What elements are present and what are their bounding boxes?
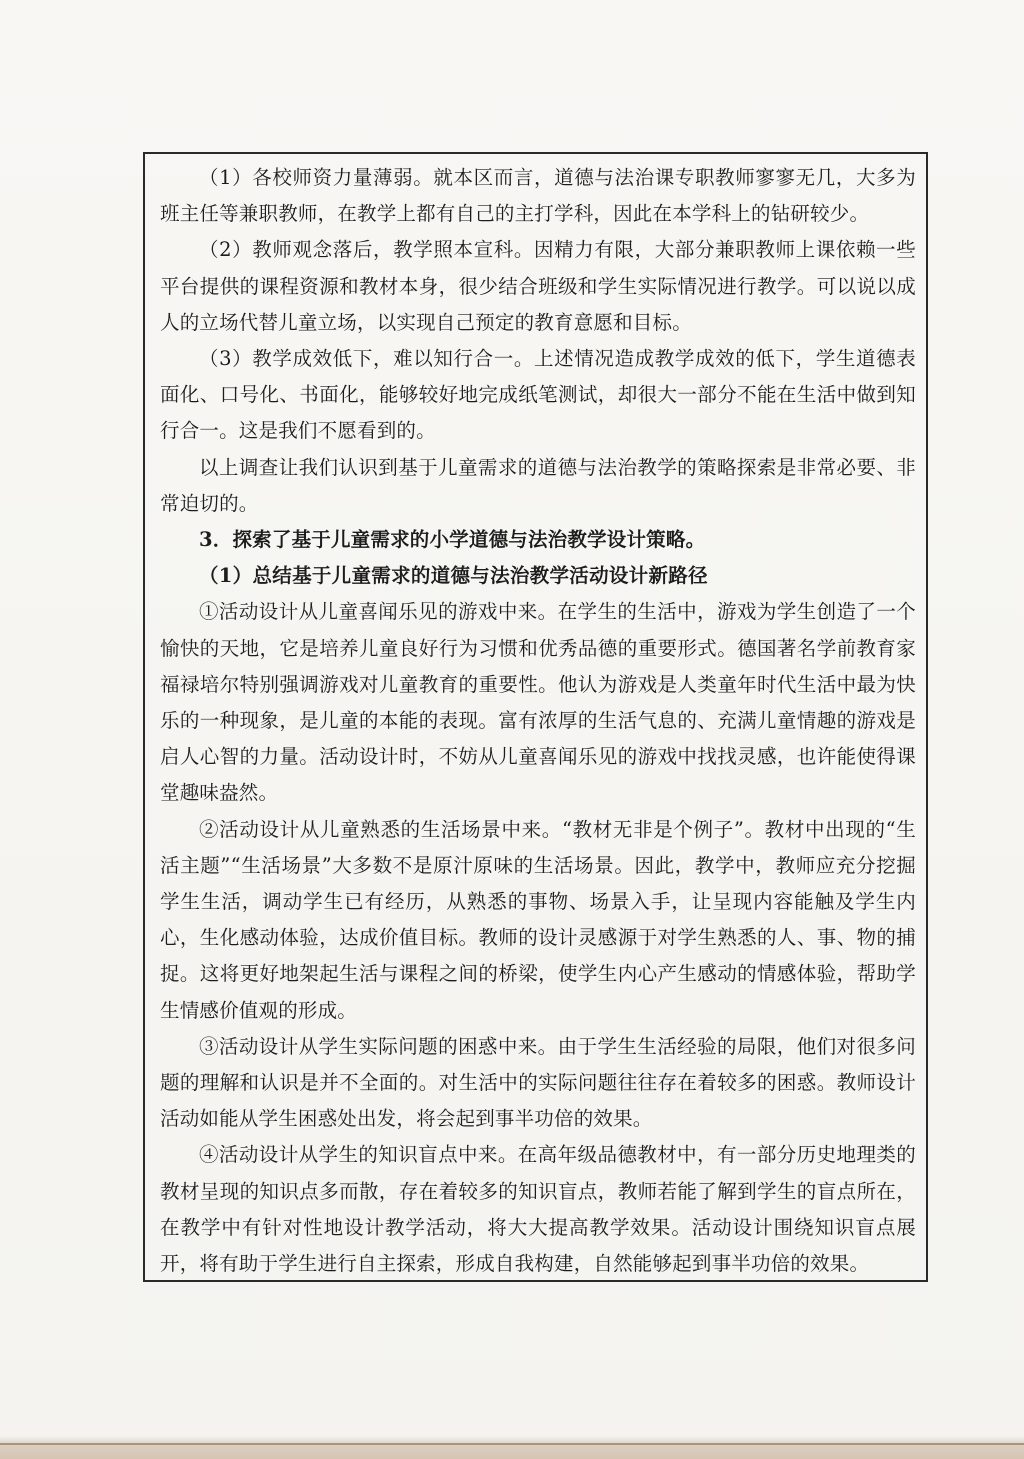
paragraph-teacher-strength: （1）各校师资力量薄弱。就本区而言，道德与法治课专职教师寥寥无几，大多为班主任等兼职教师，在教学上都有自己的主打学科，因此在本学科上的钻研较少。 — [160, 166, 916, 226]
subsection-heading-new-path: （1）总结基于儿童需求的道德与法治教学活动设计新路径 — [199, 564, 708, 588]
scan-bottom-line — [0, 1443, 1024, 1445]
paragraph-life-scene-design: ②活动设计从儿童熟悉的生活场景中来。“教材无非是个例子”。教材中出现的“生活主题”“生活场景”大多数不是原汁原味的生活场景。因此，教学中，教师应充分挖掘学生生活，调动学生已有经历，从熟悉的事物、场景入手，让呈现内容能触及学生内心，生化感动体验，达成价值目标。教师的设计灵感源于对学生熟悉的人、事、物的捕捉。这将更好地架起生活与课程之间的桥梁，使学生内心产生感动的情感体验，帮助学生情感价值观的形成。 — [160, 817, 916, 1022]
paragraph-problem-design: ③活动设计从学生实际问题的困惑中来。由于学生生活经验的局限，他们对很多问题的理解和认识是并不全面的。对生活中的实际问题往往存在着较多的困惑。教师设计活动如能从学生困惑处出发，将会起到事半功倍的效果。 — [160, 1034, 916, 1131]
paragraph-survey-conclusion: 以上调查让我们认识到基于儿童需求的道德与法治教学的策略探索是非常必要、非常迫切的。 — [160, 455, 916, 515]
section-heading-strategy: 3．探索了基于儿童需求的小学道德与法治教学设计策略。 — [199, 528, 706, 552]
scan-bottom-edge — [0, 1436, 1024, 1459]
paragraph-teacher-concept: （2）教师观念落后，教学照本宣科。因精力有限，大部分兼职教师上课依赖一些平台提供的课程资源和教材本身，很少结合班级和学生实际情况进行教学。可以说以成人的立场代替儿童立场，以实现自己预定的教育意愿和目标。 — [160, 238, 916, 334]
document-body — [160, 160, 916, 1282]
paragraph-teaching-effect: （3）教学成效低下，难以知行合一。上述情况造成教学成效的低下，学生道德表面化、口号化、书面化，能够较好地完成纸笔测试，却很大一部分不能在生活中做到知行合一。这是我们不愿看到的。 — [160, 347, 916, 443]
paragraph-game-design: ①活动设计从儿童喜闻乐见的游戏中来。在学生的生活中，游戏为学生创造了一个愉快的天地，它是培养儿童良好行为习惯和优秀品德的重要形式。德国著名学前教育家福禄培尔特别强调游戏对儿童教育的重要性。他认为游戏是人类童年时代生活中最为快乐的一种现象，是儿童的本能的表现。富有浓厚的生活气息的、充满儿童情趣的游戏是启人心智的力量。活动设计时，不妨从儿童喜闻乐见的游戏中找找灵感，也许能使得课堂趣味盎然。 — [160, 600, 916, 805]
paragraph-knowledge-gap-design: ④活动设计从学生的知识盲点中来。在高年级品德教材中，有一部分历史地理类的教材呈现的知识点多而散，存在着较多的知识盲点，教师若能了解到学生的盲点所在，在教学中有针对性地设计教学活动，将大大提高教学效果。活动设计围绕知识盲点展开，将有助于学生进行自主探索，形成自我构建，自然能够起到事半功倍的效果。 — [160, 1143, 916, 1276]
